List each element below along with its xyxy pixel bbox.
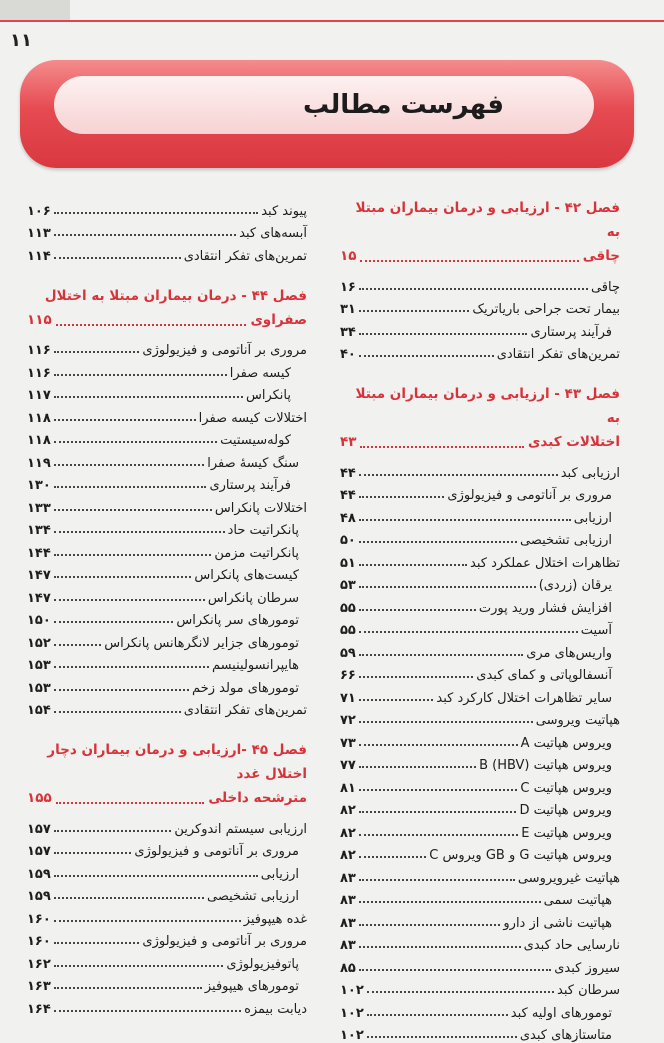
toc-entry[interactable] bbox=[27, 381, 307, 404]
title-banner bbox=[20, 60, 634, 168]
toc-entry-page: ۱۱۸ bbox=[27, 433, 51, 448]
toc-entry-page: ۱۰۲ bbox=[340, 1028, 364, 1043]
toc-entry-title: آسیت bbox=[581, 623, 620, 638]
toc-entry[interactable] bbox=[340, 481, 620, 504]
toc-entry[interactable] bbox=[340, 953, 620, 976]
toc-entry[interactable] bbox=[340, 976, 620, 999]
toc-entry-page: ۱۵۳ bbox=[27, 658, 51, 673]
toc-entry[interactable] bbox=[27, 628, 307, 651]
section-gap bbox=[27, 264, 307, 284]
chapter-title: فصل ۴۴ - درمان بیماران مبتلا به اختلال bbox=[27, 284, 307, 308]
leader-dots bbox=[359, 474, 558, 476]
toc-entry-page: ۱۶۳ bbox=[27, 979, 51, 994]
leader-dots bbox=[54, 509, 212, 511]
leader-dots bbox=[54, 419, 196, 421]
toc-entry-title: مروری بر آناتومی و فیزیولوژی bbox=[134, 844, 307, 859]
toc-entry[interactable] bbox=[27, 358, 307, 381]
toc-entry-title: پانکراتیت حاد bbox=[228, 523, 307, 538]
toc-entry[interactable] bbox=[27, 972, 307, 995]
leader-dots bbox=[367, 991, 554, 993]
toc-entry[interactable] bbox=[27, 426, 307, 449]
toc-entry-page: ۴۰ bbox=[340, 347, 356, 362]
section-gap bbox=[340, 362, 620, 382]
toc-entry-page: ۱۱۸ bbox=[27, 411, 51, 426]
toc-entry[interactable] bbox=[340, 863, 620, 886]
toc-entry[interactable] bbox=[27, 837, 307, 860]
leader-dots bbox=[359, 519, 571, 521]
toc-entry-title: کیست‌های پانکراس bbox=[194, 568, 307, 583]
toc-entry-page: ۵۱ bbox=[340, 556, 356, 571]
toc-entry[interactable] bbox=[340, 616, 620, 639]
toc-entry-title: هپاتیت ناشی از دارو bbox=[503, 916, 620, 931]
toc-entry-title: پاتوفیزیولوژی bbox=[226, 957, 307, 972]
toc-entry-page: ۷۷ bbox=[340, 758, 356, 773]
toc-entry-title: اختلالات کیسه صفرا bbox=[199, 411, 307, 426]
toc-entry-title: فرآیند پرستاری bbox=[209, 478, 307, 493]
toc-entry[interactable] bbox=[27, 606, 307, 629]
leader-dots bbox=[54, 852, 132, 854]
toc-column-right bbox=[340, 196, 620, 1043]
toc-entry-title: ارزیابی تشخیصی bbox=[520, 533, 620, 548]
leader-dots bbox=[359, 901, 541, 903]
toc-entry-title: تمرین‌های تفکر انتقادی bbox=[184, 249, 307, 264]
toc-entry-title: کیسه صفرا bbox=[230, 366, 307, 381]
leader-dots bbox=[359, 811, 517, 813]
toc-entry[interactable] bbox=[340, 796, 620, 819]
toc-entry[interactable] bbox=[27, 859, 307, 882]
chapter-heading[interactable] bbox=[27, 284, 307, 332]
toc-entry-title: افزایش فشار ورید پورت bbox=[479, 601, 620, 616]
toc-entry-title: ویروس هپاتیت B (HBV) bbox=[479, 758, 620, 773]
leader-dots bbox=[54, 897, 204, 899]
toc-entry-page: ۴۸ bbox=[340, 511, 356, 526]
leader-dots bbox=[54, 599, 205, 601]
toc-entry-page: ۱۱۳ bbox=[27, 226, 51, 241]
toc-entry-title: غده هیپوفیز bbox=[244, 912, 307, 927]
toc-entry[interactable] bbox=[340, 773, 620, 796]
toc-entry-page: ۱۵۰ bbox=[27, 613, 51, 628]
toc-entry[interactable] bbox=[27, 583, 307, 606]
toc-entry[interactable] bbox=[340, 593, 620, 616]
toc-entry-title: تمرین‌های تفکر انتقادی bbox=[497, 347, 620, 362]
leader-dots bbox=[54, 441, 217, 443]
toc-entry-page: ۱۱۷ bbox=[27, 388, 51, 403]
leader-dots bbox=[359, 355, 494, 357]
chapter-page-number: ۱۵۵ bbox=[27, 786, 52, 810]
leader-dots bbox=[54, 920, 241, 922]
toc-entry[interactable] bbox=[27, 493, 307, 516]
toc-entry-page: ۷۱ bbox=[340, 691, 356, 706]
toc-entry-title: سایر تظاهرات اختلال کارکرد کبد bbox=[436, 691, 620, 706]
leader-dots bbox=[54, 666, 209, 668]
toc-entry-page: ۱۱۶ bbox=[27, 343, 51, 358]
leader-dots bbox=[54, 830, 172, 832]
toc-entry-title: آبسه‌های کبد bbox=[239, 226, 307, 241]
leader-dots bbox=[359, 969, 551, 971]
toc-entry[interactable] bbox=[340, 998, 620, 1021]
toc-entry-title: ویروس هپاتیت G و GB ویروس C bbox=[429, 848, 620, 863]
leader-dots bbox=[54, 875, 258, 877]
toc-entry-page: ۸۳ bbox=[340, 916, 356, 931]
toc-entry-page: ۱۳۰ bbox=[27, 478, 51, 493]
toc-entry[interactable] bbox=[27, 882, 307, 905]
chapter-heading[interactable] bbox=[340, 196, 620, 268]
toc-entry-title: هپاتیت ویروسی bbox=[536, 713, 620, 728]
toc-entry-page: ۷۲ bbox=[340, 713, 356, 728]
toc-entry-title: ارزیابی تشخیصی bbox=[207, 889, 307, 904]
toc-entry-page: ۱۵۴ bbox=[27, 703, 51, 718]
toc-entry-title: سرطان کبد bbox=[557, 983, 620, 998]
chapter-title-cont: اختلالات کبدی bbox=[528, 430, 620, 454]
toc-entry-page: ۱۴۴ bbox=[27, 546, 51, 561]
toc-entry[interactable] bbox=[27, 949, 307, 972]
toc-entry[interactable] bbox=[340, 503, 620, 526]
toc-entry-page: ۱۱۴ bbox=[27, 249, 51, 264]
leader-dots bbox=[54, 711, 181, 713]
page-number: ۱۱ bbox=[10, 30, 32, 51]
leader-dots bbox=[54, 689, 189, 691]
leader-dots bbox=[359, 564, 467, 566]
toc-entry-title: متاستازهای کبدی bbox=[520, 1028, 620, 1043]
toc-entry-page: ۴۴ bbox=[340, 466, 356, 481]
chapter-title: فصل ۴۲ - ارزیابی و درمان بیماران مبتلا به bbox=[340, 196, 620, 244]
toc-entry-title: واریس‌های مری bbox=[526, 646, 620, 661]
toc-entry-title: ارزیابی bbox=[261, 867, 307, 882]
chapter-heading[interactable] bbox=[340, 382, 620, 454]
leader-dots bbox=[359, 924, 501, 926]
toc-entry[interactable] bbox=[340, 526, 620, 549]
leader-dots bbox=[360, 260, 578, 262]
toc-entry[interactable] bbox=[27, 814, 307, 837]
toc-entry-page: ۱۱۶ bbox=[27, 366, 51, 381]
toc-entry-page: ۷۳ bbox=[340, 736, 356, 751]
toc-entry-page: ۸۳ bbox=[340, 893, 356, 908]
toc-entry[interactable] bbox=[340, 638, 620, 661]
toc-entry-page: ۸۳ bbox=[340, 871, 356, 886]
toc-entry-page: ۸۲ bbox=[340, 803, 356, 818]
toc-entry-page: ۱۳۳ bbox=[27, 501, 51, 516]
leader-dots bbox=[359, 744, 518, 746]
toc-entry-page: ۱۵۷ bbox=[27, 844, 51, 859]
toc-entry-title: ارزیابی سیستم اندوکرین bbox=[174, 822, 307, 837]
leader-dots bbox=[56, 324, 247, 326]
toc-entry-title: هایپرانسولینیسم bbox=[212, 658, 307, 673]
toc-entry[interactable] bbox=[340, 886, 620, 909]
leader-dots bbox=[367, 1014, 508, 1016]
chapter-title-line2 bbox=[340, 430, 620, 454]
toc-entry[interactable] bbox=[27, 196, 307, 219]
toc-entry[interactable] bbox=[27, 927, 307, 950]
leader-dots bbox=[359, 676, 473, 678]
toc-entry-title: سیروز کبدی bbox=[554, 961, 620, 976]
leader-dots bbox=[359, 879, 515, 881]
chapter-page-number: ۱۵ bbox=[340, 244, 356, 268]
toc-entry-title: ویروس هپاتیت D bbox=[519, 803, 620, 818]
toc-entry-title: کوله‌سیستیت bbox=[220, 433, 307, 448]
toc-entry[interactable] bbox=[27, 904, 307, 927]
toc-entry-page: ۴۴ bbox=[340, 488, 356, 503]
chapter-title-cont: چاقی bbox=[583, 244, 620, 268]
leader-dots bbox=[359, 834, 518, 836]
leader-dots bbox=[54, 234, 236, 236]
toc-entry[interactable] bbox=[27, 448, 307, 471]
toc-entry[interactable] bbox=[27, 403, 307, 426]
toc-entry[interactable] bbox=[27, 561, 307, 584]
toc-entry[interactable] bbox=[27, 516, 307, 539]
leader-dots bbox=[54, 351, 140, 353]
section-gap bbox=[27, 718, 307, 738]
toc-entry-page: ۱۵۹ bbox=[27, 889, 51, 904]
toc-entry-title: فرآیند پرستاری bbox=[530, 325, 620, 340]
toc-entry-page: ۸۵ bbox=[340, 961, 356, 976]
leader-dots bbox=[359, 333, 528, 335]
toc-entry[interactable] bbox=[340, 661, 620, 684]
toc-entry[interactable] bbox=[27, 219, 307, 242]
title-banner-inner bbox=[54, 76, 594, 134]
leader-dots bbox=[359, 631, 578, 633]
toc-entry-page: ۶۶ bbox=[340, 668, 356, 683]
toc-entry-title: یرقان (زردی) bbox=[539, 578, 620, 593]
toc-entry-title: هپاتیت غیرویروسی bbox=[518, 871, 620, 886]
toc-entry-title: تومورهای هیپوفیز bbox=[205, 979, 307, 994]
toc-entry-page: ۵۳ bbox=[340, 578, 356, 593]
toc-entry-page: ۳۴ bbox=[340, 325, 356, 340]
chapter-title: فصل ۴۳ - ارزیابی و درمان بیماران مبتلا به bbox=[340, 382, 620, 430]
toc-entry-page: ۱۴۷ bbox=[27, 591, 51, 606]
toc-entry-page: ۱۶۴ bbox=[27, 1002, 51, 1017]
toc-entry[interactable] bbox=[340, 683, 620, 706]
leader-dots bbox=[359, 946, 521, 948]
toc-entry-title: تومورهای اولیه کبد bbox=[511, 1006, 620, 1021]
chapter-title-line2 bbox=[27, 786, 307, 810]
page-title: فهرست مطالب bbox=[303, 82, 504, 128]
chapter-title-cont: صفراوی bbox=[250, 308, 307, 332]
leader-dots bbox=[359, 789, 518, 791]
toc-entry[interactable] bbox=[340, 295, 620, 318]
toc-entry-title: مروری بر آناتومی و فیزیولوژی bbox=[142, 934, 307, 949]
toc-entry-title: نارسایی حاد کبدی bbox=[524, 938, 620, 953]
toc-entry-page: ۱۵۲ bbox=[27, 636, 51, 651]
toc-entry[interactable] bbox=[340, 571, 620, 594]
toc-entry[interactable] bbox=[340, 548, 620, 571]
leader-dots bbox=[54, 576, 192, 578]
toc-entry-title: آنسفالوپاتی و کمای کبدی bbox=[476, 668, 620, 683]
chapter-title-cont: مترشحه داخلی bbox=[208, 786, 307, 810]
toc-entry-title: ویروس هپاتیت C bbox=[520, 781, 620, 796]
toc-entry-title: بیمار تحت جراحی باریاتریک bbox=[472, 302, 620, 317]
toc-entry-page: ۸۱ bbox=[340, 781, 356, 796]
toc-entry-page: ۸۳ bbox=[340, 938, 356, 953]
toc-entry-page: ۱۰۶ bbox=[27, 204, 51, 219]
toc-entry-page: ۸۲ bbox=[340, 848, 356, 863]
leader-dots bbox=[359, 766, 476, 768]
toc-entry-title: هپاتیت سمی bbox=[544, 893, 620, 908]
leader-dots bbox=[54, 396, 243, 398]
toc-entry[interactable] bbox=[340, 458, 620, 481]
leader-dots bbox=[54, 374, 227, 376]
leader-dots bbox=[359, 288, 588, 290]
toc-entry-page: ۱۱۹ bbox=[27, 456, 51, 471]
leader-dots bbox=[54, 486, 207, 488]
leader-dots bbox=[359, 541, 517, 543]
toc-entry[interactable] bbox=[340, 931, 620, 954]
toc-entry-title: تومورهای سر پانکراس bbox=[176, 613, 307, 628]
leader-dots bbox=[359, 609, 476, 611]
toc-entry-page: ۱۳۴ bbox=[27, 523, 51, 538]
toc-entry-title: سنگ کیسهٔ صفرا bbox=[207, 456, 307, 471]
chapter-title-line2 bbox=[27, 308, 307, 332]
toc-entry[interactable] bbox=[340, 841, 620, 864]
header-tab bbox=[0, 0, 70, 20]
toc-entry[interactable] bbox=[27, 336, 307, 359]
toc-entry-page: ۳۱ bbox=[340, 302, 356, 317]
toc-entry-page: ۱۶۰ bbox=[27, 912, 51, 927]
toc-entry-page: ۱۴۷ bbox=[27, 568, 51, 583]
toc-entry-page: ۱۰۲ bbox=[340, 1006, 364, 1021]
leader-dots bbox=[54, 942, 140, 944]
toc-entry[interactable] bbox=[340, 272, 620, 295]
toc-entry-title: چاقی bbox=[591, 280, 620, 295]
toc-entry-title: تظاهرات اختلال عملکرد کبد bbox=[470, 556, 620, 571]
toc-entry[interactable] bbox=[340, 706, 620, 729]
toc-entry-title: پانکراتیت مزمن bbox=[214, 546, 307, 561]
leader-dots bbox=[56, 802, 205, 804]
leader-dots bbox=[54, 531, 225, 533]
toc-entry-title: ویروس هپاتیت A bbox=[521, 736, 620, 751]
toc-entry[interactable] bbox=[340, 908, 620, 931]
leader-dots bbox=[359, 699, 434, 701]
toc-entry[interactable] bbox=[340, 818, 620, 841]
toc-entry-title: پانکراس bbox=[246, 388, 307, 403]
toc-entry-title: ارزیابی کبد bbox=[561, 466, 620, 481]
leader-dots bbox=[359, 856, 426, 858]
leader-dots bbox=[54, 965, 224, 967]
leader-dots bbox=[54, 1010, 241, 1012]
toc-entry-page: ۵۰ bbox=[340, 533, 356, 548]
leader-dots bbox=[54, 987, 202, 989]
leader-dots bbox=[54, 212, 258, 214]
toc-entry-page: ۱۰۲ bbox=[340, 983, 364, 998]
toc-entry-title: دیابت بیمزه bbox=[244, 1002, 307, 1017]
toc-entry[interactable] bbox=[340, 340, 620, 363]
toc-entry-title: تمرین‌های تفکر انتقادی bbox=[184, 703, 307, 718]
toc-entry-page: ۸۲ bbox=[340, 826, 356, 841]
leader-dots bbox=[359, 310, 469, 312]
chapter-title: فصل ۴۵ -ارزیابی و درمان بیماران دچار اختلال غدد bbox=[27, 738, 307, 786]
toc-entry-page: ۱۶ bbox=[340, 280, 356, 295]
toc-entry-title: تومورهای مولد زخم bbox=[192, 681, 307, 696]
chapter-heading[interactable] bbox=[27, 738, 307, 810]
toc-entry-page: ۱۵۹ bbox=[27, 867, 51, 882]
chapter-page-number: ۱۱۵ bbox=[27, 308, 52, 332]
toc-entry-title: ارزیابی bbox=[574, 511, 620, 526]
chapter-title-line2 bbox=[340, 244, 620, 268]
toc-entry[interactable] bbox=[27, 241, 307, 264]
toc-column-left bbox=[27, 196, 307, 1017]
toc-entry[interactable] bbox=[340, 751, 620, 774]
toc-entry[interactable] bbox=[27, 538, 307, 561]
toc-entry-title: اختلالات پانکراس bbox=[215, 501, 307, 516]
toc-entry-page: ۱۶۰ bbox=[27, 934, 51, 949]
toc-entry-title: سرطان پانکراس bbox=[208, 591, 307, 606]
toc-entry-page: ۱۵۷ bbox=[27, 822, 51, 837]
toc-entry[interactable] bbox=[27, 673, 307, 696]
leader-dots bbox=[359, 721, 533, 723]
toc-entry-page: ۵۵ bbox=[340, 601, 356, 616]
toc-entry[interactable] bbox=[27, 994, 307, 1017]
leader-dots bbox=[54, 621, 174, 623]
toc-entry[interactable] bbox=[340, 728, 620, 751]
toc-entry[interactable] bbox=[340, 317, 620, 340]
leader-dots bbox=[54, 644, 101, 646]
leader-dots bbox=[360, 446, 524, 448]
toc-entry-page: ۱۶۲ bbox=[27, 957, 51, 972]
toc-entry-title: تومورهای جزایر لانگرهانس پانکراس bbox=[104, 636, 307, 651]
header-rule bbox=[0, 20, 664, 22]
toc-entry-title: مروری بر آناتومی و فیزیولوژی bbox=[447, 488, 620, 503]
leader-dots bbox=[54, 257, 181, 259]
toc-entry-page: ۵۵ bbox=[340, 623, 356, 638]
toc-entry-page: ۱۵۳ bbox=[27, 681, 51, 696]
toc-entry[interactable] bbox=[27, 471, 307, 494]
toc-entry-title: ویروس هپاتیت E bbox=[521, 826, 620, 841]
toc-entry[interactable] bbox=[27, 651, 307, 674]
leader-dots bbox=[359, 654, 523, 656]
chapter-page-number: ۴۳ bbox=[340, 430, 356, 454]
toc-entry[interactable] bbox=[27, 696, 307, 719]
leader-dots bbox=[367, 1036, 517, 1038]
leader-dots bbox=[359, 496, 445, 498]
leader-dots bbox=[54, 554, 212, 556]
leader-dots bbox=[54, 464, 204, 466]
toc-entry-title: پیوند کبد bbox=[261, 204, 307, 219]
toc-entry-page: ۵۹ bbox=[340, 646, 356, 661]
toc-entry-title: مروری بر آناتومی و فیزیولوژی bbox=[142, 343, 307, 358]
leader-dots bbox=[359, 586, 536, 588]
